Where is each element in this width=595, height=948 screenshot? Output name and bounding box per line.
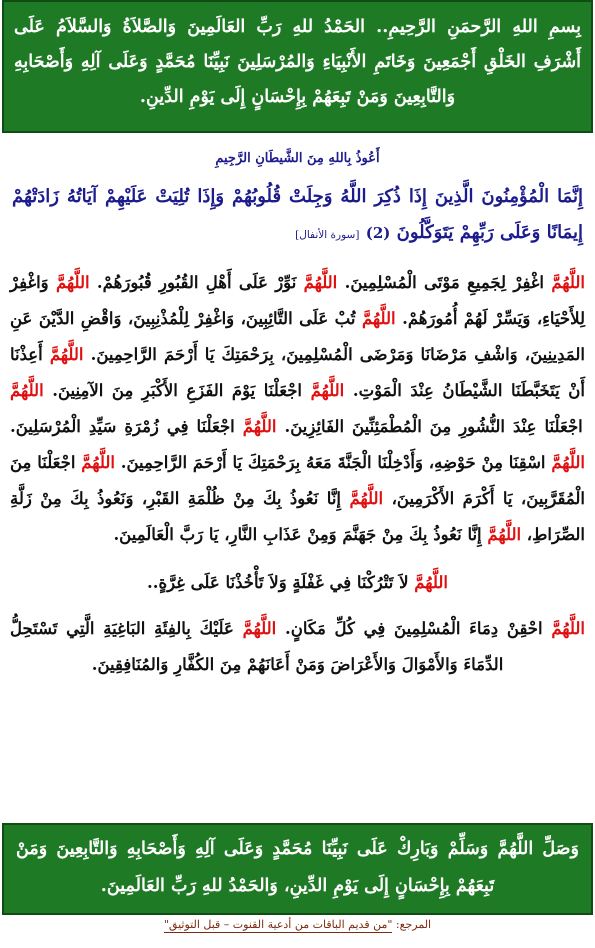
supplications-paragraph-2 [0,611,595,683]
dua-line: أَعِذْنَا أَنْ يَتَخَبَّطَنَا الشَّيْطَانُ عِنْدَ الْمَوْتِ. [10,345,585,400]
dua-line: وَاغْفِرْ لِلأَحْيَاءِ، وَيَسِّرْ لَهُمْ أُمُورَهُمْ. [10,273,585,328]
opening-praise-box [2,0,593,133]
verse-number: (2) [365,224,391,242]
dua-line: احْقِنْ دِمَاءَ الْمُسْلِمِينَ فِي كُلِّ مَكَانٍ. [276,619,552,638]
allahumma-word: اللَّهُمَّ [551,619,585,638]
allahumma-word: اللَّهُمَّ [81,453,115,472]
surah-name: [سورة الأنفال] [295,229,360,241]
opening-text: بِسمِ اللهِ الرَّحمَنِ الرَّحِيمِ.. الحَمْدُ للهِ رَبِّ العَالَمِينَ وَالصَّلاَةُ وَالسَّلاَمُ عَلَى أَشْرَفِ الخَلْقِ أَجْمَعِينَ وَخَاتَمِ الأَنْبِيَاءِ وَالمُرْسَلِينَ نَبِيِّنَا مُحَمَّدٍ وَعَلَى آلِهِ وَأَصْحَابِهِ وَالتَّابِعِينَ وَمَنْ تَبِعَهُمْ بِإِحْسَانٍ إِلَى يَوْمِ الدِّينِ. [14,17,581,107]
dua-line: إِنَّا نَعُوذُ بِكَ مِنْ ظُلْمَةِ القَبْرِ، وَنَعُوذُ بِكَ مِنْ زَلَّةِ الصِّرَاطِ، [10,489,585,544]
centered-text: لاَ تَتْرُكْنَا فِي غَفْلَةٍ وَلاَ تَأْخُذْنَا عَلَى غِرَّةٍ.. [147,573,415,592]
dua-line: اغْفِرْ لِجَمِيعِ مَوْتَى الْمُسْلِمِينَ. [337,273,552,292]
dua-line: نَوِّرْ عَلَى أَهْلِ القُبُورِ قُبُورَهُمْ. [89,273,304,292]
dua-line: اجْعَلْنَا فِي زُمْرَةِ سَيِّدِ الْمُرْسَلِينَ. [10,417,243,436]
isti-adha-line: أَعُوذُ بِاللهِ مِنَ الشَّيطَانِ الرَّجِيمِ [215,151,380,166]
allahumma-word: اللَّهُمَّ [49,345,84,364]
dua-line: تُبْ عَلَى التَّائِبِينَ، وَاغْفِرْ لِلْمُذْنِبِينَ، وَاقْضِ الدَّيْنَ عَنِ المَدِينِينَ، وَاشْفِ مَرْضَانَا وَمَرْضَى الْمُسْلِمِينَ، بِرَحْمَتِكَ يَا أَرْحَمَ الرَّاحِمِينَ. [10,309,585,364]
centered-supplication [0,567,595,599]
dua-line: اجْعَلْنَا يَوْمَ الفَزَعِ الأَكْبَرِ مِنَ الآمِنِينَ. [43,381,311,400]
allahumma-word: اللَّهُمَّ [55,273,90,292]
quran-verse [0,179,595,253]
dua-line: اسْقِنَا مِنْ حَوْضِهِ، وَأَدْخِلْنَا الْجَنَّةَ مَعَهُ بِرَحْمَتِكَ يَا أَرْحَمَ الرَّاحِمِينَ. [114,453,552,472]
closing-salawat-box [2,823,593,915]
dua-line: اجْعَلْنَا مِنَ الْمُقَرَّبِينَ، يَا أَكْرَمَ الأَكْرَمِينَ، [10,453,585,508]
dua-line: اجْعَلْنَا عِنْدَ النُّشُورِ مِنَ الْمُطْمَئِنِّينَ الفَائِزِينَ. [276,417,583,436]
verse-text: إِنَّمَا الْمُؤْمِنُونَ الَّذِينَ إِذَا ذُكِرَ اللَّهُ وَجِلَتْ قُلُوبُهُمْ وَإِذَا تُلِيَتْ عَلَيْهِمْ آيَاتُهُ زَادَتْهُمْ إِيمَانًا وَعَلَى رَبِّهِمْ يَتَوَكَّلُونَ [12,186,583,243]
allahumma-word: اللَّهُمَّ [349,489,384,508]
allahumma-word: اللَّهُمَّ [242,417,277,436]
supplications-paragraph [0,265,595,553]
allahumma-word: اللَّهُمَّ [361,309,396,328]
dua-line: عَلَيْكَ بِالفِئَةِ البَاغِيَةِ الَّتِي تَسْتَحِلُّ الدِّمَاءَ وَالأَمْوَالَ وَالأَعْرَاضَ وَمَنْ أَعَانَهُمْ مِنَ الكُفَّارِ وَالمُنَافِقِينَ. [10,619,504,674]
reference-label: المرجع: [395,918,432,931]
allahumma-word: اللَّهُمَّ [10,381,44,400]
dua-line: إِنَّا نَعُوذُ بِكَ مِنْ جَهَنَّمَ وَمِنْ عَذَابِ النَّارِ، يَا رَبَّ الْعَالَمِينَ. [113,525,488,544]
allahumma-word: اللَّهُمَّ [303,273,338,292]
allahumma-word: اللَّهُمَّ [551,453,585,472]
allahumma-word: اللَّهُمَّ [310,381,345,400]
allahumma-word: اللَّهُمَّ [242,619,277,638]
closing-text: وَصَلِّ اللَّهُمَّ وَسَلِّمْ وَبَارِكْ عَلَى نَبِيِّنَا مُحَمَّدٍ وَعَلَى آلِهِ وَأَصْحَابِهِ وَالتَّابِعِينَ وَمَنْ تَبِعَهُمْ بِإِحْسَانٍ إِلَى يَوْمِ الدِّينِ، وَالحَمْدُ للهِ رَبِّ العَالَمِينَ. [16,839,579,896]
reference-line [0,918,595,931]
allahumma-word: اللَّهُمَّ [551,273,585,292]
reference-source: "من قديم الباقات من أدعية القنوت – قبل التوثيق" [163,918,393,931]
allahumma-word: اللَّهُمَّ [487,525,522,544]
allahumma-word: اللَّهُمَّ [414,573,448,592]
